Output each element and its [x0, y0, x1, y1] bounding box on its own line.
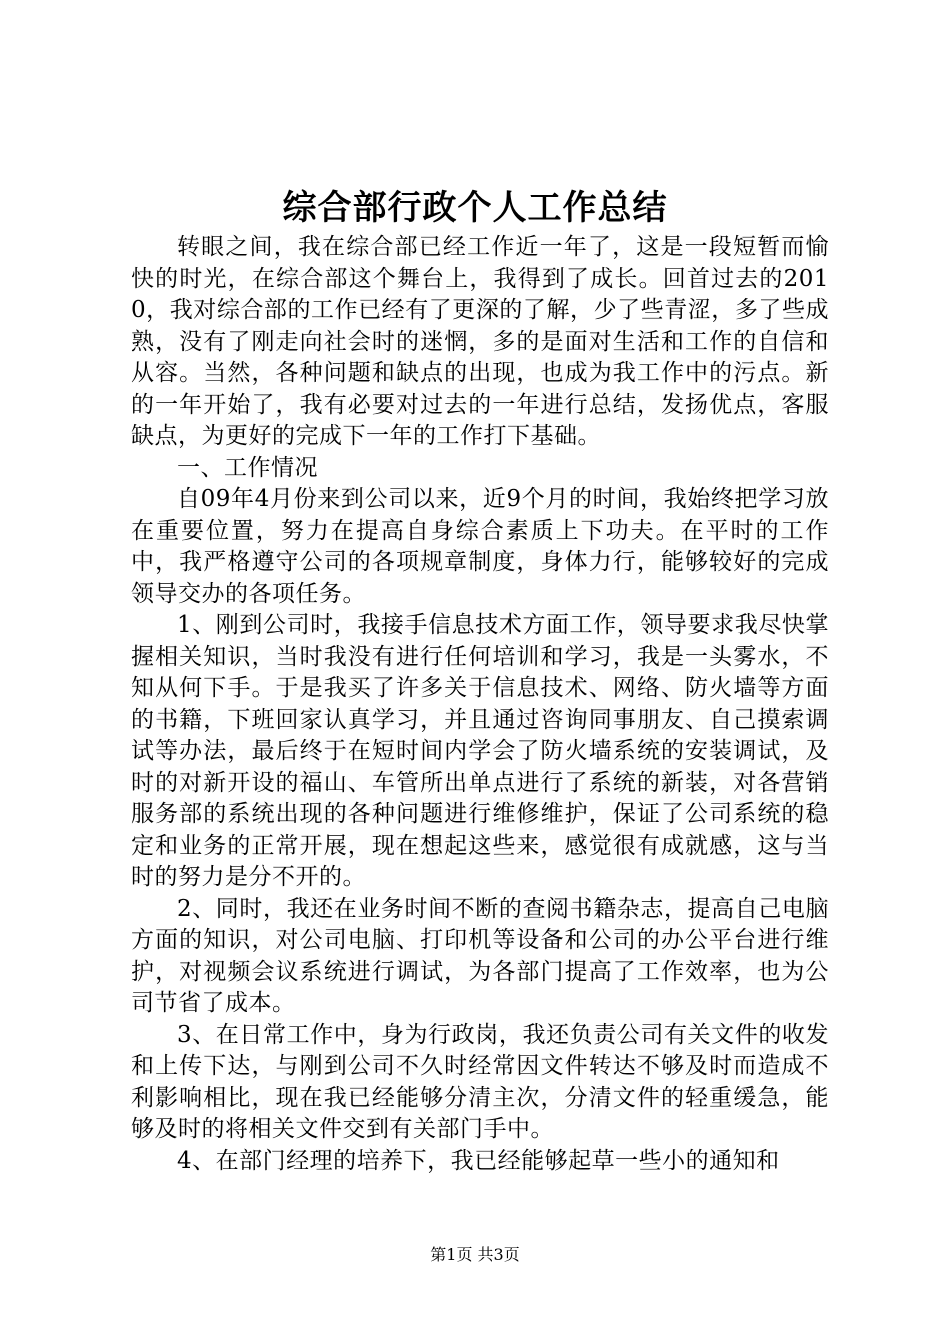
page-footer-indicator: 第1页 共3页: [430, 1245, 520, 1264]
paragraph-overview: 自09年4月份来到公司以来，近9个月的时间，我始终把学习放在重要位置，努力在提高自身综合素质上下功夫。在平时的工作中，我严格遵守公司的各项规章制度，身体力行，能够较好的完成领导交办的各项任务。: [131, 486, 829, 607]
paragraph-item-3: 3、在日常工作中，身为行政岗，我还负责公司有关文件的收发和上传下达，与刚到公司不久时经常因文件转达不够及时而造成不利影响相比，现在我已经能够分清主次，分清文件的轻重缓急，能够及时的将相关文件交到有关部门手中。: [131, 1021, 829, 1142]
section-heading-work-status: 一、工作情况: [177, 454, 318, 481]
paragraph-item-2: 2、同时，我还在业务时间不断的查阅书籍杂志，提高自己电脑方面的知识，对公司电脑、打印机等设备和公司的办公平台进行维护，对视频会议系统进行调试，为各部门提高了工作效率，也为公司节省了成本。: [131, 895, 829, 1016]
document-title: 综合部行政个人工作总结: [282, 188, 668, 228]
document-body: [131, 232, 829, 1177]
paragraph-item-4: 4、在部门经理的培养下，我已经能够起草一些小的通知和: [177, 1147, 780, 1174]
paragraph-item-1: 1、刚到公司时，我接手信息技术方面工作，领导要求我尽快掌握相关知识，当时我没有进行任何培训和学习，我是一头雾水，不知从何下手。于是我买了许多关于信息技术、网络、防火墙等方面的书籍，下班回家认真学习，并且通过咨询同事朋友、自己摸索调试等办法，最后终于在短时间内学会了防火墙系统的安装调试，及时的对新开设的福山、车管所出单点进行了系统的新装，对各营销服务部的系统出现的各种问题进行维修维护，保证了公司系统的稳定和业务的正常开展，现在想起这些来，感觉很有成就感，这与当时的努力是分不开的。: [131, 612, 829, 890]
paragraph-intro: 转眼之间，我在综合部已经工作近一年了，这是一段短暂而愉快的时光，在综合部这个舞台上，我得到了成长。回首过去的2010，我对综合部的工作已经有了更深的了解，少了些青涩，多了些成熟，没有了刚走向社会时的迷惘，多的是面对生活和工作的自信和从容。当然，各种问题和缺点的出现，也成为我工作中的污点。新的一年开始了，我有必要对过去的一年进行总结，发扬优点，客服缺点，为更好的完成下一年的工作打下基础。: [131, 234, 829, 449]
